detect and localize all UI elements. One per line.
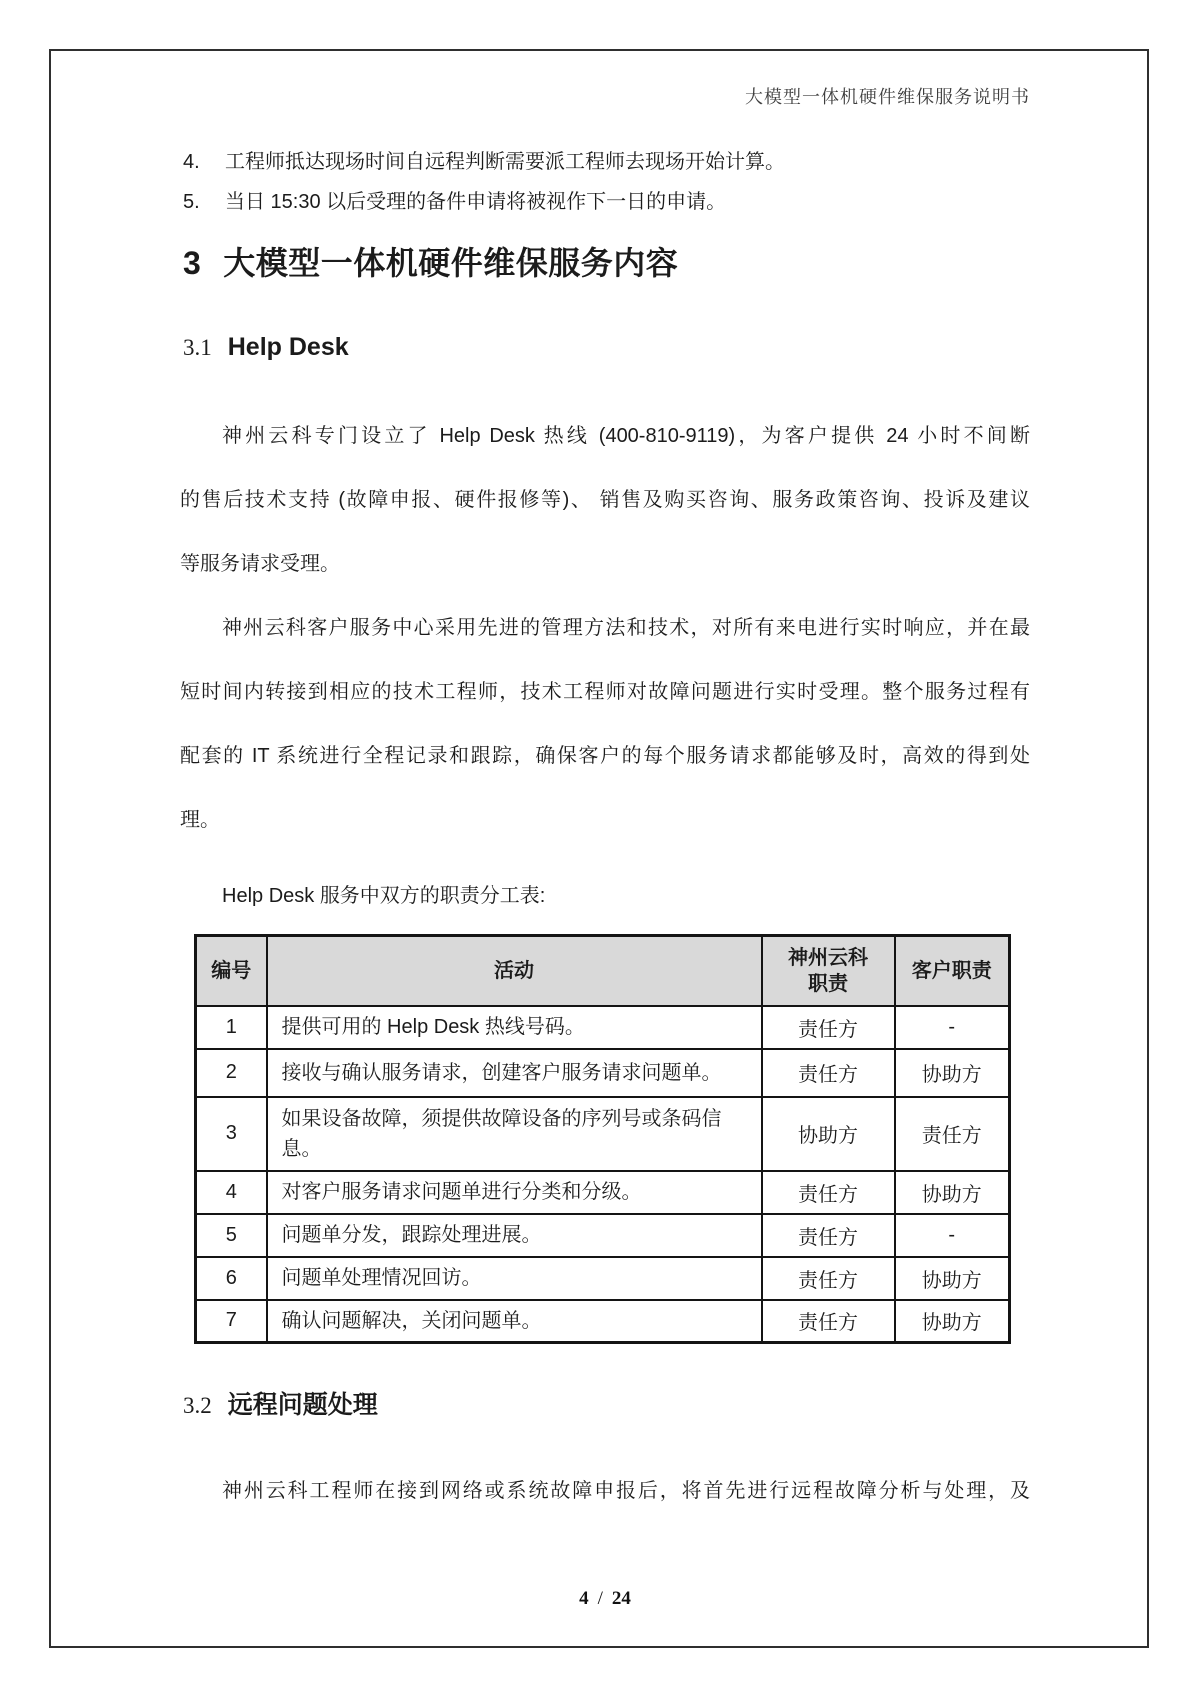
cell-id: 7: [196, 1300, 267, 1343]
cell-id: 2: [196, 1049, 267, 1097]
table-row: [196, 1097, 1010, 1171]
paragraph-line: 的售后技术支持 (故障申报、硬件报修等)、 销售及购买咨询、服务政策咨询、投诉及建议: [180, 489, 1030, 511]
table-header-row: [196, 936, 1010, 1006]
cell-activity: 问题单处理情况回访。: [267, 1257, 762, 1300]
heading-number: 3.2: [183, 1393, 212, 1418]
paragraph-line: 短时间内转接到相应的技术工程师，技术工程师对故障问题进行实时受理。整个服务过程有: [180, 681, 1030, 703]
cell-activity: 提供可用的 Help Desk 热线号码。: [267, 1006, 762, 1049]
remote-handling-paragraph: [180, 1459, 1030, 1523]
cell-vendor: 责任方: [762, 1171, 895, 1214]
cell-id: 5: [196, 1214, 267, 1257]
cell-activity: 问题单分发，跟踪处理进展。: [267, 1214, 762, 1257]
cell-vendor: 协助方: [762, 1097, 895, 1171]
help-desk-paragraph-1: [180, 404, 1030, 596]
paragraph-line: 配套的 IT 系统进行全程记录和跟踪，确保客户的每个服务请求都能够及时，高效的得到处: [180, 745, 1030, 767]
page-number-total: 24: [611, 1588, 631, 1609]
col-header-activity: 活动: [267, 936, 762, 1006]
cell-activity: 确认问题解决，关闭问题单。: [267, 1300, 762, 1343]
col-header-vendor: [762, 936, 895, 1006]
paragraph-line: 神州云科客户服务中心采用先进的管理方法和技术，对所有来电进行实时响应，并在最: [222, 617, 1030, 639]
cell-vendor: 责任方: [762, 1006, 895, 1049]
heading-title: 远程问题处理: [227, 1391, 378, 1419]
paragraph-line: 神州云科工程师在接到网络或系统故障申报后，将首先进行远程故障分析与处理，及: [222, 1480, 1030, 1502]
cell-id: 3: [196, 1097, 267, 1171]
cell-customer: 协助方: [895, 1171, 1010, 1214]
cell-customer: -: [895, 1006, 1010, 1049]
responsibilities-table: [194, 934, 1011, 1344]
section-3-2-heading: [183, 1390, 1030, 1421]
cell-customer: -: [895, 1214, 1010, 1257]
cell-activity: 如果设备故障，须提供故障设备的序列号或条码信息。: [267, 1097, 762, 1171]
cell-vendor: 责任方: [762, 1049, 895, 1097]
page-footer: [180, 1587, 1030, 1611]
table-row: [196, 1257, 1010, 1300]
table-row: [196, 1214, 1010, 1257]
paragraph-line: 理。: [180, 809, 220, 831]
cell-id: 6: [196, 1257, 267, 1300]
section-3-1-heading: [183, 332, 1030, 363]
page-number-current: 4: [579, 1588, 589, 1609]
cell-activity: 接收与确认服务请求，创建客户服务请求问题单。: [267, 1049, 762, 1097]
help-desk-paragraph-2: [180, 596, 1030, 852]
paragraph-line: 神州云科专门设立了 Help Desk 热线 (400-810-9119)，为客户提供 24 小时不间断: [222, 425, 1030, 447]
col-header-vendor-line: 神州云科: [788, 946, 868, 969]
list-item-text: 工程师抵达现场时间自远程判断需要派工程师去现场开始计算。: [225, 151, 785, 173]
document-content: [180, 0, 1030, 1611]
cell-id: 1: [196, 1006, 267, 1049]
heading-title: Help Desk: [227, 333, 349, 361]
paragraph-line: 等服务请求受理。: [180, 553, 340, 575]
col-header-id: 编号: [196, 936, 267, 1006]
col-header-customer: 客户职责: [895, 936, 1010, 1006]
doc-header-title: 大模型一体机硬件维保服务说明书: [745, 87, 1030, 107]
cell-id: 4: [196, 1171, 267, 1214]
cell-customer: 协助方: [895, 1049, 1010, 1097]
cell-customer: 协助方: [895, 1300, 1010, 1343]
heading-title: 大模型一体机硬件维保服务内容: [223, 245, 679, 281]
table-intro-text: Help Desk 服务中双方的职责分工表:: [222, 885, 546, 907]
col-header-vendor-line: 职责: [808, 972, 848, 995]
cell-activity: 对客户服务请求问题单进行分类和分级。: [267, 1171, 762, 1214]
table-row: [196, 1300, 1010, 1343]
list-item: [183, 189, 1030, 215]
list-item-text: 当日 15:30 以后受理的备件申请将被视作下一日的申请。: [225, 191, 727, 213]
section-3-heading: [183, 243, 1030, 283]
cell-vendor: 责任方: [762, 1214, 895, 1257]
heading-number: 3.1: [183, 335, 212, 360]
list-item-number: 4.: [183, 151, 200, 173]
cell-vendor: 责任方: [762, 1257, 895, 1300]
list-item: [183, 149, 1030, 175]
table-row: [196, 1171, 1010, 1214]
cell-customer: 责任方: [895, 1097, 1010, 1171]
table-row: [196, 1006, 1010, 1049]
cell-customer: 协助方: [895, 1257, 1010, 1300]
heading-number: 3: [183, 245, 202, 281]
table-row: [196, 1049, 1010, 1097]
cell-vendor: 责任方: [762, 1300, 895, 1343]
page-number-separator: /: [597, 1588, 603, 1609]
list-item-number: 5.: [183, 191, 200, 213]
